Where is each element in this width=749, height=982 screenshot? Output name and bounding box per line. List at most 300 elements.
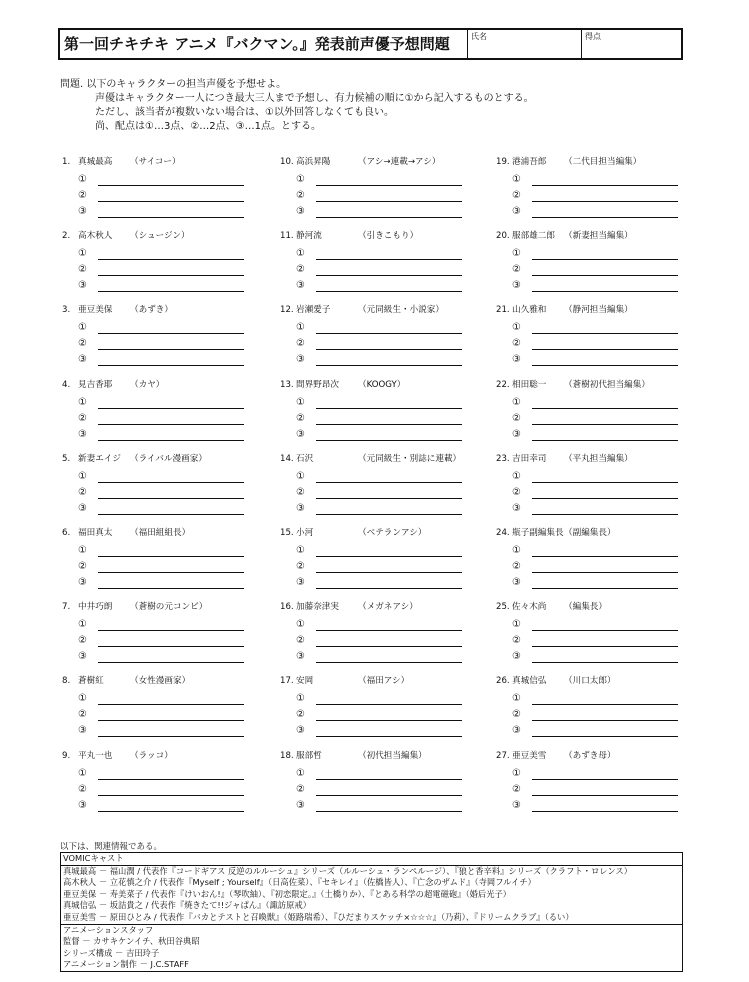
question-number: 21.: [496, 305, 510, 316]
answer-row: [496, 467, 696, 483]
question-number: 24.: [496, 527, 510, 538]
character-role: （あずき）: [130, 305, 173, 316]
question-item: [280, 750, 480, 824]
answer-blank[interactable]: [316, 785, 462, 796]
rank-marker: ②: [512, 560, 521, 572]
answer-blank[interactable]: [98, 265, 244, 276]
answer-blank[interactable]: [532, 414, 678, 425]
answer-blank[interactable]: [532, 398, 678, 409]
question-column-2: [280, 156, 480, 824]
rank-marker: ③: [296, 428, 305, 440]
answer-blank[interactable]: [532, 191, 678, 202]
answer-row: [280, 276, 480, 292]
score-label: 得点: [585, 32, 601, 41]
answer-blank[interactable]: [98, 726, 244, 737]
answer-blank[interactable]: [98, 652, 244, 663]
rank-marker: ③: [512, 576, 521, 588]
rank-marker: ①: [512, 767, 521, 779]
answer-blank[interactable]: [532, 652, 678, 663]
rank-marker: ②: [512, 338, 521, 350]
question-header: [62, 675, 262, 689]
question-item: [280, 230, 480, 304]
instruction-line: 声優はキャラクター一人につき最大三人まで予想し、有力候補の順に①から記入するものとする。: [95, 93, 534, 104]
rank-marker: ③: [296, 799, 305, 811]
question-number: 20.: [496, 231, 510, 242]
answer-blank[interactable]: [98, 281, 244, 292]
question-column-3: [496, 156, 696, 824]
answer-blank[interactable]: [316, 175, 462, 186]
character-role: （蒼樹初代担当編集）: [564, 379, 650, 390]
answer-blank[interactable]: [316, 504, 462, 515]
character-role: （ライバル漫画家）: [130, 453, 207, 464]
answer-blank[interactable]: [98, 562, 244, 573]
answer-blank[interactable]: [532, 769, 678, 780]
rank-marker: ②: [512, 190, 521, 201]
rank-marker: ②: [78, 709, 87, 721]
answer-blank[interactable]: [98, 191, 244, 202]
rank-marker: ①: [512, 544, 521, 556]
staff-row: 監督 － カサキケンイチ、秋田谷典昭: [63, 936, 200, 947]
rank-marker: ①: [512, 174, 521, 185]
rank-marker: ②: [512, 486, 521, 498]
question-header: [62, 750, 262, 764]
answer-row: [496, 573, 696, 589]
rank-marker: ①: [78, 322, 87, 334]
answer-blank[interactable]: [316, 472, 462, 483]
character-name: 亜豆美保: [78, 305, 113, 316]
answer-blank[interactable]: [98, 546, 244, 557]
question-header: [496, 156, 696, 170]
answer-row: [496, 409, 696, 425]
answer-row: [62, 615, 262, 631]
answer-row: [62, 393, 262, 409]
rank-marker: ③: [78, 502, 87, 514]
answer-row: [62, 425, 262, 441]
answer-row: [280, 780, 480, 796]
related-heading: 以下は、関連情報である。: [60, 842, 163, 852]
answer-row: [62, 467, 262, 483]
answer-row: [62, 721, 262, 737]
question-header: [280, 379, 480, 393]
question-header: [62, 156, 262, 170]
answer-row: [496, 647, 696, 663]
answer-row: [496, 721, 696, 737]
answer-blank[interactable]: [98, 175, 244, 186]
question-header: [62, 601, 262, 615]
character-name: 福田真太: [78, 527, 113, 538]
question-number: 19.: [496, 157, 510, 167]
rank-marker: ②: [296, 338, 305, 350]
character-name: 瓶子副編集長: [512, 527, 564, 538]
rank-marker: ②: [78, 338, 87, 350]
question-item: [496, 156, 696, 230]
answer-row: [496, 557, 696, 573]
answer-blank[interactable]: [532, 249, 678, 260]
cast-row: 真城信弘 － 坂詰貴之 / 代表作『焼きたて!!ジャぱん』（諏訪原戒）: [63, 900, 311, 911]
rank-marker: ①: [78, 767, 87, 779]
answer-blank[interactable]: [316, 726, 462, 737]
rank-marker: ①: [512, 396, 521, 408]
rank-marker: ②: [296, 560, 305, 572]
answer-row: [280, 557, 480, 573]
question-item: [280, 675, 480, 749]
answer-blank[interactable]: [316, 652, 462, 663]
character-name: 真城最高: [78, 157, 113, 167]
answer-row: [280, 393, 480, 409]
question-number: 7.: [62, 602, 71, 613]
question-number: 1.: [62, 157, 71, 167]
rank-marker: ①: [78, 470, 87, 482]
answer-blank[interactable]: [532, 636, 678, 647]
question-number: 18.: [280, 750, 294, 761]
answer-blank[interactable]: [316, 430, 462, 441]
answer-blank[interactable]: [98, 398, 244, 409]
character-role: （副編集長）: [564, 527, 616, 538]
question-number: 27.: [496, 750, 510, 761]
rank-marker: ②: [512, 635, 521, 647]
rank-marker: ③: [512, 280, 521, 292]
rank-marker: ①: [296, 767, 305, 779]
rank-marker: ①: [78, 396, 87, 408]
character-name: 相田聡一: [512, 379, 547, 390]
rank-marker: ②: [512, 412, 521, 424]
answer-blank[interactable]: [316, 249, 462, 260]
answer-row: [280, 615, 480, 631]
answer-blank[interactable]: [316, 694, 462, 705]
question-item: [496, 379, 696, 453]
answer-row: [280, 689, 480, 705]
question-item: [62, 527, 262, 601]
answer-row: [280, 170, 480, 186]
character-role: （二代目担当編集）: [564, 157, 642, 167]
character-name: 静河流: [296, 231, 322, 242]
question-number: 23.: [496, 453, 510, 464]
rank-marker: ①: [78, 248, 87, 260]
question-item: [62, 156, 262, 230]
answer-blank[interactable]: [98, 339, 244, 350]
answer-blank[interactable]: [98, 636, 244, 647]
answer-blank[interactable]: [532, 339, 678, 350]
answer-blank[interactable]: [98, 769, 244, 780]
question-item: [280, 453, 480, 527]
answer-blank[interactable]: [532, 175, 678, 186]
answer-blank[interactable]: [316, 398, 462, 409]
answer-row: [280, 202, 480, 218]
answer-row: [62, 557, 262, 573]
question-item: [496, 230, 696, 304]
character-role: （サイコー）: [130, 157, 181, 167]
rank-marker: ①: [512, 619, 521, 631]
cast-row: 真城最高 － 福山潤 / 代表作『コードギアス 反逆のルルーシュ』シリーズ（ルルーシュ・ランペルージ）、『狼と香辛料』シリーズ（クラフト・ロレンス）: [63, 865, 633, 876]
answer-blank[interactable]: [532, 562, 678, 573]
question-item: [62, 304, 262, 378]
rank-marker: ③: [296, 502, 305, 514]
rank-marker: ③: [296, 280, 305, 292]
character-role: （蒼樹の元コンビ）: [130, 602, 208, 613]
answer-row: [280, 573, 480, 589]
rank-marker: ②: [296, 635, 305, 647]
answer-row: [496, 170, 696, 186]
answer-blank[interactable]: [316, 339, 462, 350]
rank-marker: ①: [296, 396, 305, 408]
question-item: [280, 601, 480, 675]
rank-marker: ②: [296, 709, 305, 721]
character-name: 石沢: [296, 453, 314, 464]
answer-blank[interactable]: [98, 620, 244, 631]
answer-blank[interactable]: [532, 472, 678, 483]
character-name: 間界野昂次: [296, 379, 339, 390]
answer-row: [496, 631, 696, 647]
rank-marker: ①: [512, 322, 521, 334]
rank-marker: ③: [512, 799, 521, 811]
answer-blank[interactable]: [532, 546, 678, 557]
character-name: 岩瀬愛子: [296, 305, 331, 316]
character-name: 新妻エイジ: [78, 453, 121, 464]
character-role: （女性漫画家）: [130, 676, 191, 687]
character-role: （ラッコ）: [130, 750, 173, 761]
answer-blank[interactable]: [316, 414, 462, 425]
rank-marker: ②: [296, 486, 305, 498]
question-number: 16.: [280, 602, 294, 613]
question-header: [496, 527, 696, 541]
question-header: [280, 675, 480, 689]
character-role: （引きこもり）: [358, 231, 419, 242]
rank-marker: ②: [78, 635, 87, 647]
answer-row: [280, 425, 480, 441]
question-number: 11.: [280, 231, 294, 242]
staff-title: アニメーションスタッフ: [63, 924, 154, 935]
rank-marker: ③: [512, 354, 521, 366]
rank-marker: ②: [78, 486, 87, 498]
answer-row: [62, 780, 262, 796]
answer-row: [62, 689, 262, 705]
rank-marker: ③: [78, 206, 87, 217]
answer-blank[interactable]: [98, 801, 244, 812]
rank-marker: ②: [78, 412, 87, 424]
character-name: 亜豆美雪: [512, 750, 547, 761]
character-name: 平丸一也: [78, 750, 113, 761]
rank-marker: ③: [78, 280, 87, 292]
rank-marker: ③: [512, 502, 521, 514]
question-number: 17.: [280, 676, 294, 687]
answer-blank[interactable]: [98, 785, 244, 796]
question-item: [280, 156, 480, 230]
character-name: 真城信弘: [512, 676, 547, 687]
answer-blank[interactable]: [532, 578, 678, 589]
question-header: [280, 750, 480, 764]
staff-row: シリーズ構成 － 吉田玲子: [63, 947, 160, 958]
answer-row: [62, 796, 262, 812]
character-name: 蒼樹紅: [78, 676, 104, 687]
answer-blank[interactable]: [98, 430, 244, 441]
question-item: [62, 379, 262, 453]
rank-marker: ②: [296, 783, 305, 795]
rank-marker: ③: [78, 576, 87, 588]
answer-blank[interactable]: [316, 323, 462, 334]
answer-row: [496, 780, 696, 796]
question-header: [280, 453, 480, 467]
answer-blank[interactable]: [98, 504, 244, 515]
character-role: （編集長）: [564, 602, 607, 613]
answer-blank[interactable]: [532, 801, 678, 812]
answer-blank[interactable]: [316, 488, 462, 499]
answer-row: [496, 499, 696, 515]
answer-blank[interactable]: [316, 207, 462, 218]
rank-marker: ③: [78, 354, 87, 366]
answer-blank[interactable]: [98, 249, 244, 260]
question-header: [496, 750, 696, 764]
answer-row: [496, 202, 696, 218]
answer-blank[interactable]: [532, 504, 678, 515]
answer-blank[interactable]: [316, 620, 462, 631]
rank-marker: ②: [78, 560, 87, 572]
answer-blank[interactable]: [98, 355, 244, 366]
cast-title: VOMICキャスト: [61, 853, 682, 866]
answer-blank[interactable]: [532, 207, 678, 218]
question-number: 6.: [62, 527, 71, 538]
question-column-1: [62, 156, 262, 824]
answer-blank[interactable]: [532, 488, 678, 499]
answer-row: [62, 170, 262, 186]
answer-row: [62, 202, 262, 218]
score-field[interactable]: [582, 30, 681, 58]
answer-blank[interactable]: [316, 562, 462, 573]
question-item: [496, 601, 696, 675]
answer-row: [496, 334, 696, 350]
rank-marker: ①: [512, 248, 521, 260]
answer-blank[interactable]: [316, 801, 462, 812]
question-number: 14.: [280, 453, 294, 464]
question-header: [496, 675, 696, 689]
staff-section: [61, 925, 682, 971]
character-name: 見吉香耶: [78, 379, 113, 390]
answer-row: [62, 244, 262, 260]
answer-blank[interactable]: [98, 694, 244, 705]
answer-blank[interactable]: [98, 207, 244, 218]
answer-blank[interactable]: [532, 710, 678, 721]
character-name: 高木秋人: [78, 231, 113, 242]
answer-row: [280, 483, 480, 499]
answer-row: [62, 764, 262, 780]
question-header: [62, 527, 262, 541]
rank-marker: ③: [512, 206, 521, 217]
question-header: [496, 601, 696, 615]
answer-blank[interactable]: [532, 265, 678, 276]
question-header: [280, 156, 480, 170]
rank-marker: ②: [78, 783, 87, 795]
answer-row: [496, 705, 696, 721]
answer-blank[interactable]: [98, 323, 244, 334]
answer-blank[interactable]: [532, 355, 678, 366]
question-number: 10.: [280, 157, 294, 167]
answer-row: [62, 409, 262, 425]
rank-marker: ①: [512, 693, 521, 705]
question-header: [62, 304, 262, 318]
answer-blank[interactable]: [98, 472, 244, 483]
question-header: [496, 230, 696, 244]
answer-blank[interactable]: [316, 281, 462, 292]
question-item: [280, 527, 480, 601]
answer-blank[interactable]: [532, 726, 678, 737]
question-header: [62, 230, 262, 244]
answer-blank[interactable]: [316, 265, 462, 276]
answer-blank[interactable]: [532, 430, 678, 441]
character-name: 中井巧朗: [78, 602, 113, 613]
question-number: 3.: [62, 305, 71, 316]
rank-marker: ①: [296, 470, 305, 482]
question-header: [280, 601, 480, 615]
character-role: （あずき母）: [564, 750, 616, 761]
rank-marker: ③: [512, 725, 521, 737]
answer-blank[interactable]: [316, 769, 462, 780]
character-role: （元同級生・別誌に連載）: [358, 453, 462, 464]
question-item: [496, 675, 696, 749]
instruction-line: 尚、配点は①…3点、②…2点、③…1点。とする。: [95, 121, 321, 132]
answer-blank[interactable]: [316, 546, 462, 557]
answer-row: [280, 499, 480, 515]
name-field[interactable]: [468, 30, 582, 58]
question-number: 25.: [496, 602, 510, 613]
instruction-line: ただし、該当者が複数いない場合は、①以外回答しなくても良い。: [95, 107, 394, 118]
answer-blank[interactable]: [316, 578, 462, 589]
answer-row: [280, 705, 480, 721]
answer-blank[interactable]: [316, 710, 462, 721]
rank-marker: ③: [296, 651, 305, 663]
answer-blank[interactable]: [316, 636, 462, 647]
character-role: （カヤ）: [130, 379, 165, 390]
question-number: 26.: [496, 676, 510, 687]
rank-marker: ①: [512, 470, 521, 482]
answer-blank[interactable]: [98, 710, 244, 721]
cast-section: [61, 853, 682, 925]
answer-row: [496, 186, 696, 202]
answer-row: [62, 631, 262, 647]
answer-row: [496, 276, 696, 292]
answer-row: [62, 334, 262, 350]
cast-row: 亜豆美保 － 寿美菜子 / 代表作『けいおん!』（琴吹紬）、『初恋限定。』（土橋りか）、『とある科学の超電磁砲』（婚后光子）: [63, 888, 512, 899]
question-number: 2.: [62, 231, 71, 242]
rank-marker: ①: [296, 619, 305, 631]
character-role: （KOOGY）: [358, 379, 406, 390]
answer-blank[interactable]: [98, 578, 244, 589]
answer-blank[interactable]: [532, 785, 678, 796]
answer-blank[interactable]: [532, 694, 678, 705]
answer-row: [280, 647, 480, 663]
question-header: [280, 527, 480, 541]
answer-row: [280, 764, 480, 780]
question-item: [496, 750, 696, 824]
answer-blank[interactable]: [532, 620, 678, 631]
answer-blank[interactable]: [532, 323, 678, 334]
character-name: 小河: [296, 527, 314, 538]
question-item: [496, 453, 696, 527]
character-name: 吉田幸司: [512, 453, 547, 464]
rank-marker: ②: [78, 264, 87, 276]
character-role: （平丸担当編集）: [564, 453, 633, 464]
answer-blank[interactable]: [316, 355, 462, 366]
answer-blank[interactable]: [98, 488, 244, 499]
answer-row: [496, 541, 696, 557]
answer-blank[interactable]: [532, 281, 678, 292]
answer-row: [496, 244, 696, 260]
character-role: （福田組組長）: [130, 527, 191, 538]
answer-row: [496, 689, 696, 705]
answer-blank[interactable]: [98, 414, 244, 425]
answer-blank[interactable]: [316, 191, 462, 202]
answer-row: [280, 721, 480, 737]
question-item: [62, 601, 262, 675]
rank-marker: ②: [78, 190, 87, 201]
